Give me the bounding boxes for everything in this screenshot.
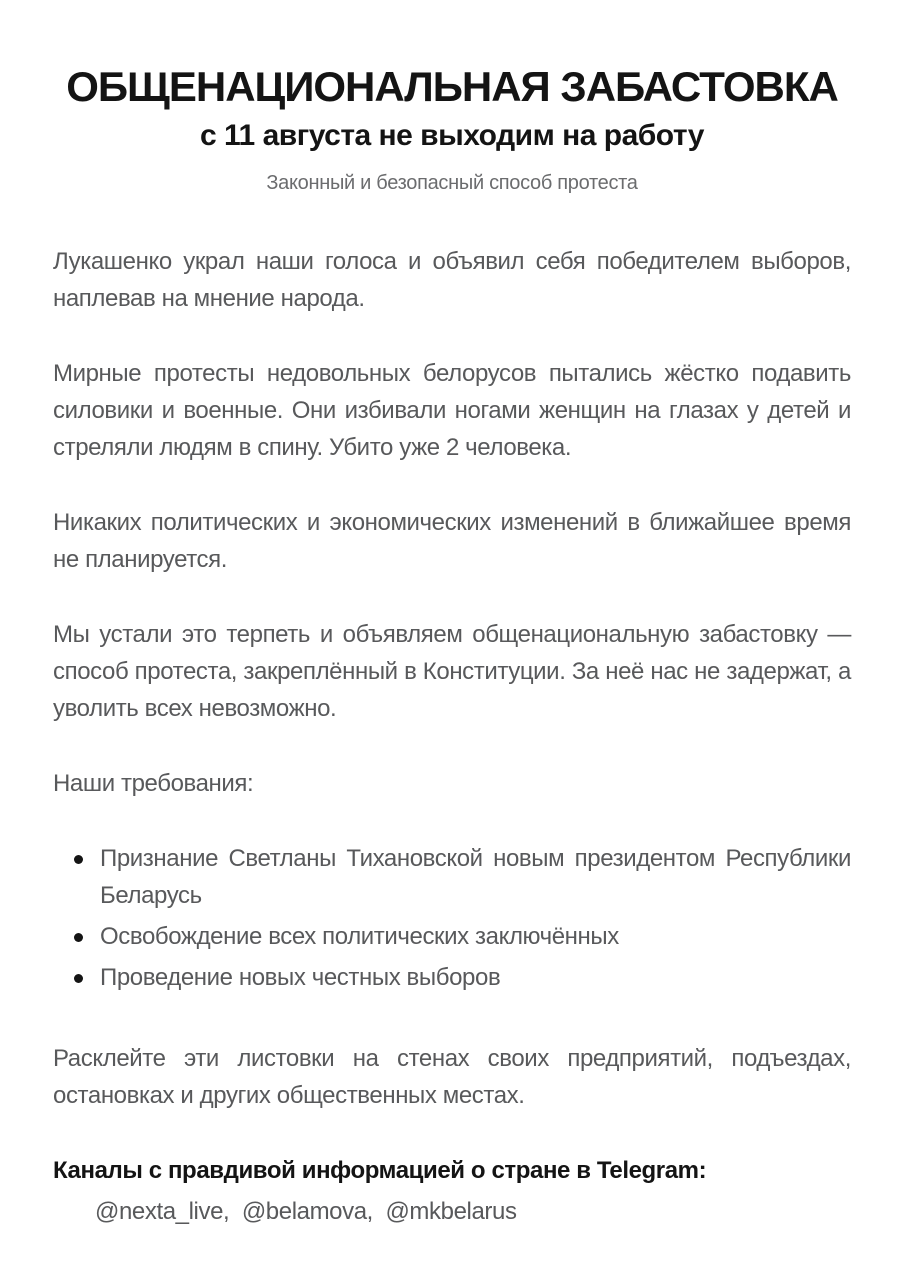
paragraph-no-changes: Никаких политических и экономических изменений в ближайшее время не планируется. xyxy=(53,509,851,574)
paragraph-strike-announcement: Мы устали это терпеть и объявляем общенациональную забастовку — способ протеста, закреплённый в Конституции. За неё нас не задержат, а уволить всех невозможно. xyxy=(53,621,851,723)
leaflet-header xyxy=(53,62,851,195)
list-item: Признание Светланы Тихановской новым президентом Республики Беларусь xyxy=(100,840,851,914)
telegram-channels-heading: Каналы с правдивой информацией о стране в Telegram: xyxy=(53,1157,707,1185)
page-title: ОБЩЕНАЦИОНАЛЬНАЯ ЗАБАСТОВКА xyxy=(66,63,838,110)
paragraph-protest-crackdown: Мирные протесты недовольных белорусов пытались жёстко подавить силовики и военные. Они избивали ногами женщин на глазах у детей и стреляли людям в спину. Убито уже 2 человека. xyxy=(53,360,851,462)
paragraph-distribute-leaflets: Расклейте эти листовки на стенах своих предприятий, подъездах, остановках и других общественных местах. xyxy=(53,1045,851,1110)
list-item: Освобождение всех политических заключённых xyxy=(100,918,851,955)
paragraph-election-stolen: Лукашенко украл наши голоса и объявил себя победителем выборов, наплевав на мнение народа. xyxy=(53,248,851,313)
telegram-handles: @nexta_live, @belamova, @mkbelarus xyxy=(95,1198,517,1226)
list-item: Проведение новых честных выборов xyxy=(100,959,851,996)
demands-heading: Наши требования: xyxy=(53,770,254,798)
demands-list xyxy=(53,840,851,996)
page-subtitle: с 11 августа не выходим на работу xyxy=(200,119,704,153)
leaflet-body xyxy=(53,243,851,1230)
page-tagline: Законный и безопасный способ протеста xyxy=(266,172,638,195)
